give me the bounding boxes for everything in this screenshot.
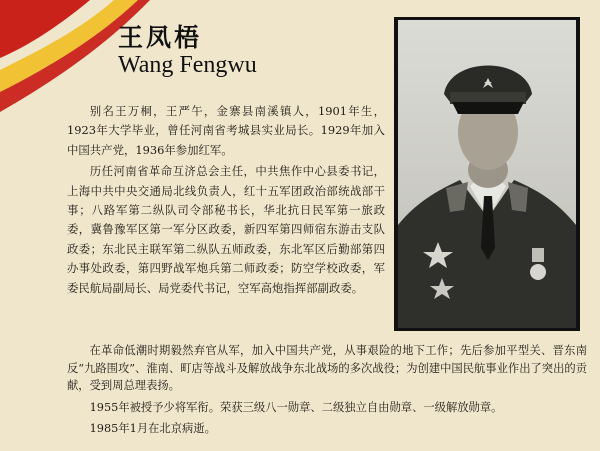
- bio-paragraph: 在革命低潮时期毅然弃官从军，加入中国共产党，从事艰险的地下工作；先后参加平型关、晋东南反“九路围攻”、淮南、町店等战斗及解放战争东北战场的多次战役；为创建中国民航事业作出了突出的贡献，受到周总理表扬。: [67, 344, 587, 393]
- biography-full-width: [67, 342, 587, 442]
- name-chinese: 王凤梧: [118, 23, 203, 52]
- bio-paragraph: 别名王万桐，王严午，金寨县南溪镇人，1901年生，1923年大学毕业，曾任河南省考城县实业局长。1929年加入中国共产党，1936年参加红军。: [67, 104, 385, 157]
- medal-right: [530, 264, 546, 280]
- bio-paragraph: 1955年被授予少将军衔。荣获三级八一勋章、二级独立自由勋章、一级解放勋章。: [89, 400, 503, 414]
- biography-column: [67, 102, 385, 300]
- portrait-photo: [398, 20, 576, 328]
- bio-paragraph: 历任河南省革命互济总会主任，中共焦作中心县委书记，上海中共中央交通局北线负责人，红十五军团政治部统战部干事；八路军第二纵队司令部秘书长，华北抗日民军第一旅政委，冀鲁豫军区第一军分区政委，新四军第四师宿东游击支队政委；东北民主联军第二纵队五师政委，东北军区后勤部第四办事处政委，第四野战军炮兵第二师政委；防空学校政委，军委民航局副局长、局党委代书记，空军高炮指挥部副政委。: [67, 164, 385, 295]
- bio-paragraph: 1985年1月在北京病逝。: [89, 422, 216, 436]
- medal-ribbon-right: [532, 248, 544, 262]
- cap-visor: [452, 102, 524, 114]
- name-english: Wang Fengwu: [118, 52, 257, 78]
